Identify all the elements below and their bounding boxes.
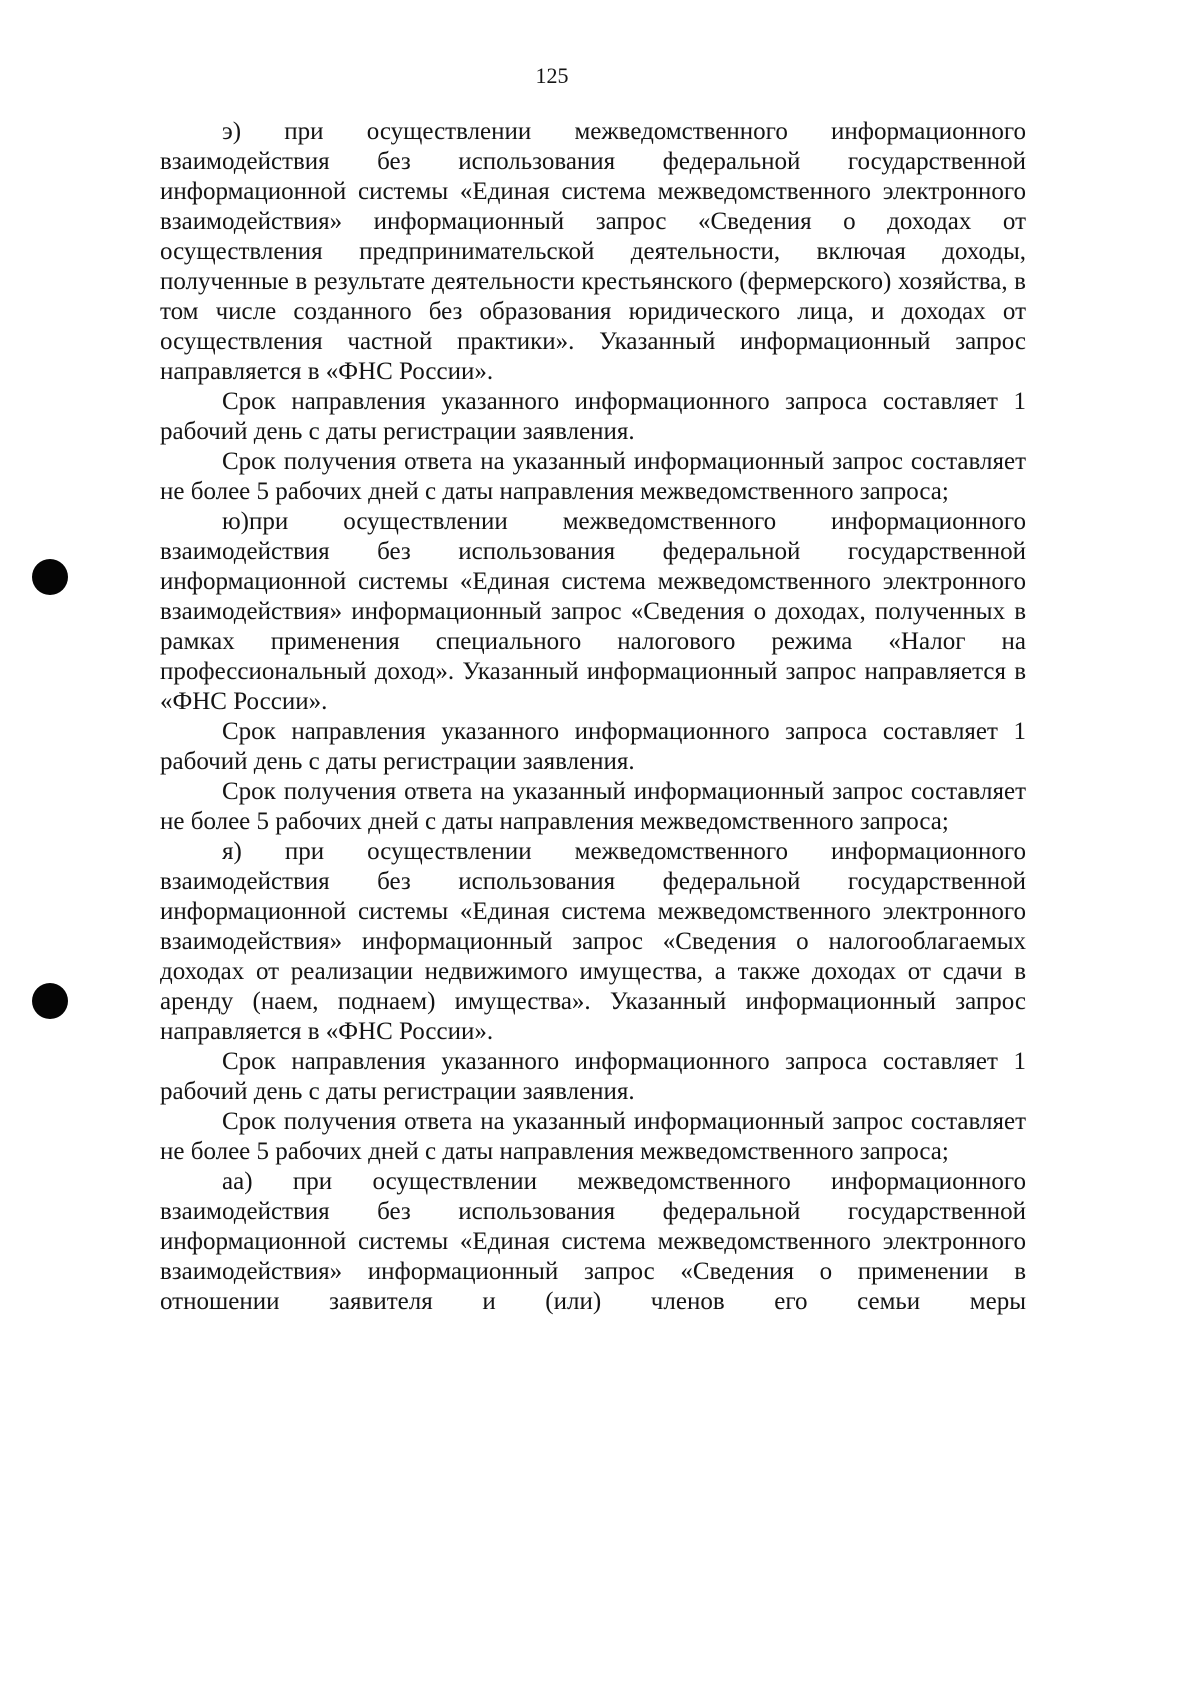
paragraph-item-e: э) при осуществлении межведомственного информационного взаимодействия без использования федеральной государственной информационной системы «Единая система межведомственного электронного взаимодействия» информационный запрос «Сведения о доходах от осуществления предпринимательской деятельности, включая доходы, полученные в результате деятельности крестьянского (фермерского) хозяйства, в том числе созданного без образования юридического лица, и доходах от осуществления частной практики». Указанный информационный запрос направляется в «ФНС России».: [160, 118, 1026, 385]
paragraph-deadline-response: Срок получения ответа на указанный информационный запрос составляет не более 5 рабочих дней с даты направления межведомственного запроса;: [160, 448, 1026, 505]
paragraph-deadline-send: Срок направления указанного информационного запроса составляет 1 рабочий день с даты регистрации заявления.: [160, 718, 1026, 775]
paragraph-deadline-response: Срок получения ответа на указанный информационный запрос составляет не более 5 рабочих дней с даты направления межведомственного запроса;: [160, 778, 1026, 835]
page-number: 125: [535, 63, 569, 88]
paragraph-deadline-send: Срок направления указанного информационного запроса составляет 1 рабочий день с даты регистрации заявления.: [160, 388, 1026, 445]
punch-hole-mark: [32, 559, 68, 595]
punch-hole-mark: [32, 983, 68, 1019]
paragraph-item-yu: ю)при осуществлении межведомственного информационного взаимодействия без использования федеральной государственной информационной системы «Единая система межведомственного электронного взаимодействия» информационный запрос «Сведения о доходах, полученных в рамках применения специального налогового режима «Налог на профессиональный доход». Указанный информационный запрос направляется в «ФНС России».: [160, 508, 1026, 715]
paragraph-deadline-send: Срок направления указанного информационного запроса составляет 1 рабочий день с даты регистрации заявления.: [160, 1048, 1026, 1105]
paragraph-deadline-response: Срок получения ответа на указанный информационный запрос составляет не более 5 рабочих дней с даты направления межведомственного запроса;: [160, 1108, 1026, 1165]
paragraph-item-ya: я) при осуществлении межведомственного информационного взаимодействия без использования федеральной государственной информационной системы «Единая система межведомственного электронного взаимодействия» информационный запрос «Сведения о налогооблагаемых доходах от реализации недвижимого имущества, а также доходах от сдачи в аренду (наем, поднаем) имущества». Указанный информационный запрос направляется в «ФНС России».: [160, 838, 1026, 1045]
paragraph-item-aa: аа) при осуществлении межведомственного информационного взаимодействия без использования федеральной государственной информационной системы «Единая система межведомственного электронного взаимодействия» информационный запрос «Сведения о применении в отношении заявителя и (или) членов его семьи меры: [160, 1168, 1026, 1315]
document-body: [160, 117, 1026, 1317]
